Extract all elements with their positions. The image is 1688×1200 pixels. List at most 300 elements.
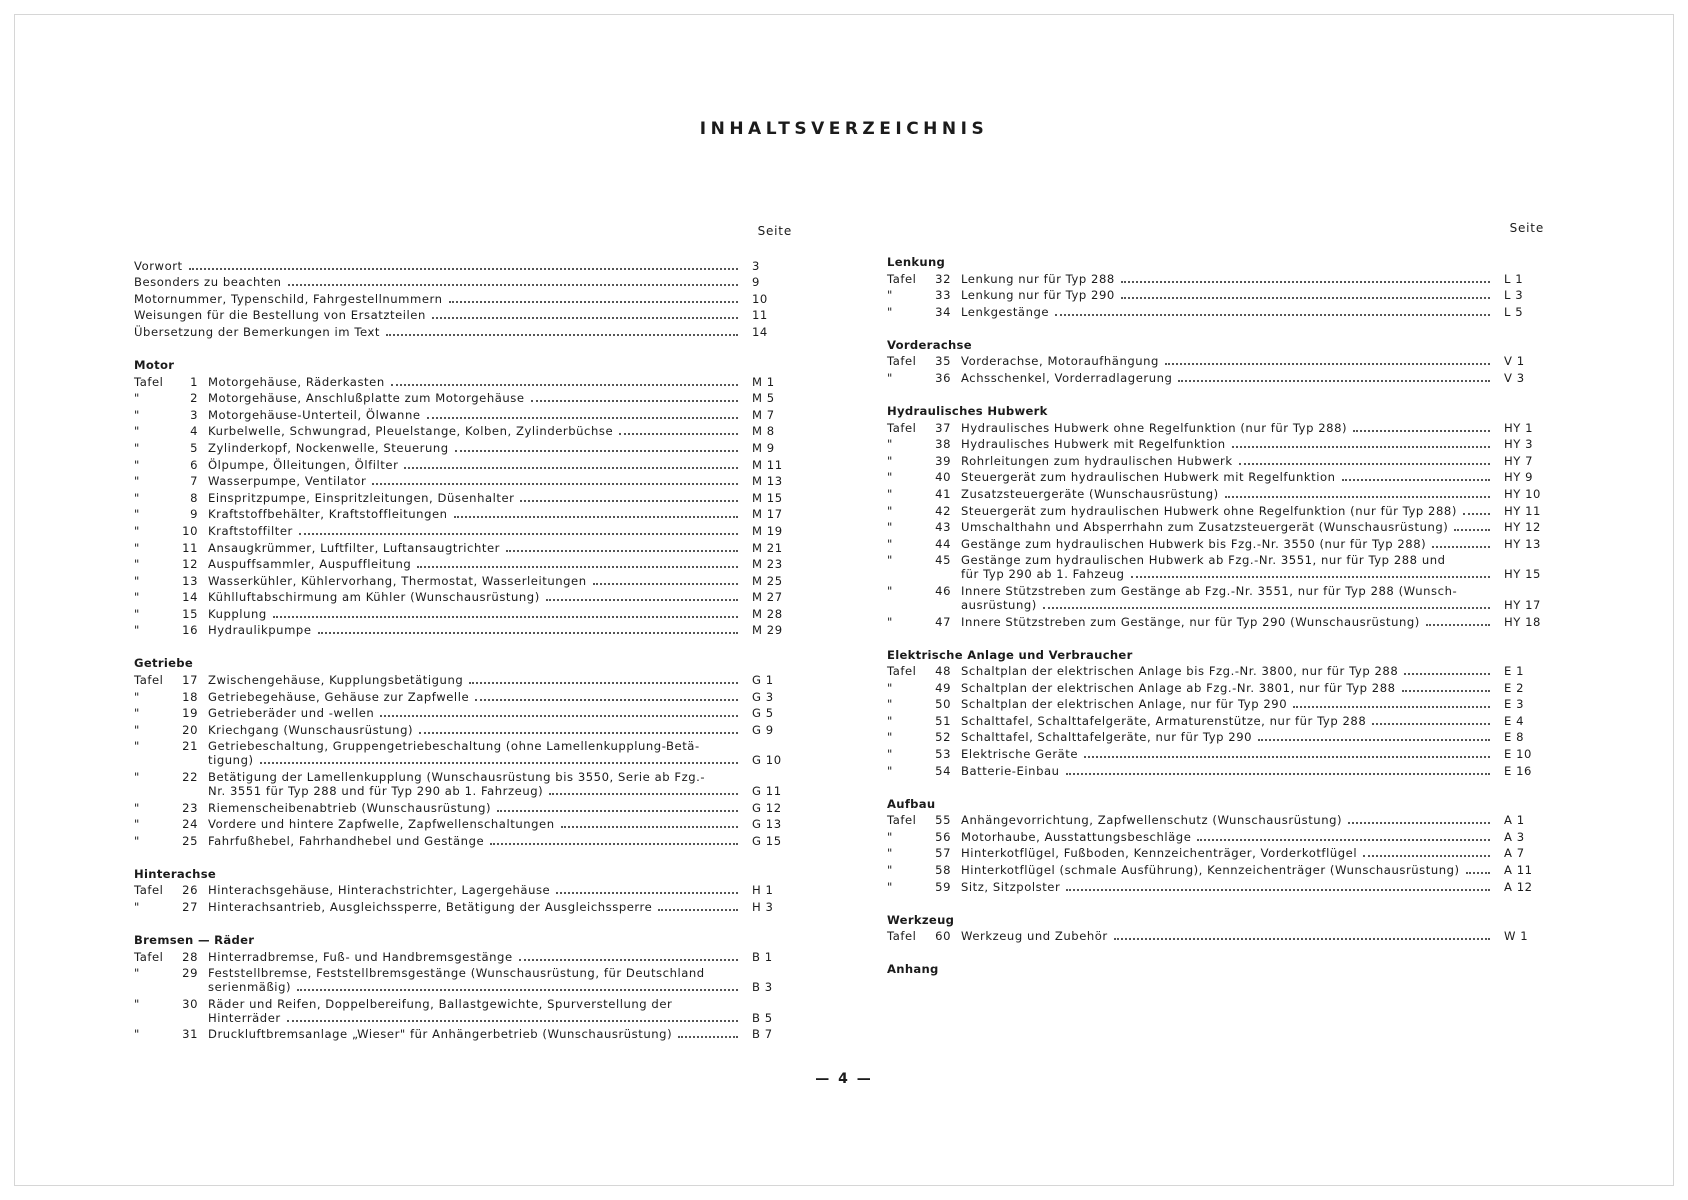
tafel-number: 7 (190, 474, 198, 489)
toc-page: B 7 (752, 1027, 773, 1042)
toc-label: Wasserkühler, Kühlervorhang, Thermostat, Wasserleitungen (208, 573, 587, 588)
toc-page: L 3 (1504, 288, 1524, 303)
toc-row-continuation (134, 753, 792, 767)
toc-row (134, 521, 792, 538)
toc-label: Zwischengehäuse, Kupplungsbetätigung (208, 673, 464, 688)
ditto-mark: " (887, 680, 893, 695)
tafel-number: 55 (935, 813, 951, 828)
toc-page: 10 (752, 291, 768, 306)
tafel-label: Tafel (887, 420, 917, 435)
ditto-mark: " (134, 407, 140, 422)
ditto-mark: " (134, 800, 140, 815)
right-sections (887, 253, 1544, 976)
tafel-number: 31 (182, 1027, 198, 1042)
section-heading: Hinterachse (134, 866, 217, 881)
dot-leader (288, 283, 738, 286)
toc-label: Kühlluftabschirmung am Kühler (Wunschausrüstung) (208, 590, 540, 605)
tafel-number: 26 (182, 883, 198, 898)
dot-leader (469, 681, 738, 684)
tafel-label: Tafel (134, 883, 164, 898)
toc-row (134, 621, 792, 638)
toc-row (887, 744, 1544, 761)
toc-page: E 16 (1504, 763, 1532, 778)
tafel-number: 18 (182, 689, 198, 704)
tafel-number: 19 (182, 706, 198, 721)
toc-page: HY 1 (1504, 420, 1534, 435)
dot-leader (593, 582, 738, 585)
toc-page: M 21 (752, 540, 783, 555)
toc-label: Weisungen für die Bestellung von Ersatzteilen (134, 308, 426, 323)
toc-row (134, 994, 792, 1011)
toc-label: Hydraulikpumpe (208, 623, 312, 638)
toc-page: L 1 (1504, 271, 1524, 286)
toc-label: Auspuffsammler, Auspuffleitung (208, 557, 412, 572)
toc-page: A 12 (1504, 879, 1533, 894)
ditto-mark: " (134, 739, 140, 754)
tafel-number: 12 (182, 557, 198, 572)
toc-label: Schalttafel, Schalttafelgeräte, Armaturenstütze, nur für Typ 288 (961, 713, 1367, 728)
tafel-number: 16 (182, 623, 198, 638)
toc-label: Zylinderkopf, Nockenwelle, Steuerung (208, 440, 449, 455)
toc-label: Getriebegehäuse, Gehäuse zur Zapfwelle (208, 689, 470, 704)
dot-leader (1432, 545, 1490, 548)
tafel-number: 36 (935, 370, 951, 385)
toc-row (134, 881, 792, 898)
toc-row-continuation (134, 1011, 792, 1025)
section-heading: Anhang (887, 962, 939, 977)
toc-page: M 13 (752, 474, 783, 489)
tafel-number: 35 (935, 354, 951, 369)
toc-label: Lenkung nur für Typ 288 (961, 271, 1115, 286)
tafel-number: 5 (190, 440, 198, 455)
toc-label: Hinterradbremse, Fuß- und Handbremsgestänge (208, 949, 513, 964)
dot-leader (1348, 821, 1490, 824)
toc-row (134, 815, 792, 832)
toc-label: Hinterachsgehäuse, Hinterachstrichter, Lagergehäuse (208, 883, 551, 898)
ditto-mark: " (134, 770, 140, 785)
toc-label: Motornummer, Typenschild, Fahrgestellnummern (134, 291, 443, 306)
dot-leader (531, 399, 738, 402)
toc-label: Hinterräder (208, 1010, 281, 1025)
tafel-label: Tafel (134, 374, 164, 389)
tafel-number: 45 (935, 553, 951, 568)
tafel-number: 39 (935, 453, 951, 468)
toc-page: A 7 (1504, 846, 1525, 861)
dot-leader (520, 499, 738, 502)
toc-page: G 3 (752, 689, 774, 704)
toc-label: Gestänge zum hydraulischen Hubwerk ab Fzg.-Nr. 3551, nur für Typ 288 und (961, 553, 1446, 568)
dot-leader (386, 333, 738, 336)
dot-leader (1342, 478, 1490, 481)
toc-page: W 1 (1504, 929, 1529, 944)
toc-label: Motorhaube, Ausstattungsbeschläge (961, 829, 1192, 844)
toc-row (134, 687, 792, 704)
toc-label: Schalttafel, Schalttafelgeräte, nur für Typ 290 (961, 730, 1253, 745)
tafel-number: 17 (182, 673, 198, 688)
tafel-number: 49 (935, 680, 951, 695)
tafel-number: 29 (182, 966, 198, 981)
ditto-mark: " (134, 590, 140, 605)
tafel-number: 56 (935, 829, 951, 844)
toc-label: Lenkgestänge (961, 304, 1050, 319)
toc-row (134, 604, 792, 621)
toc-row (887, 695, 1544, 712)
toc-page: A 11 (1504, 863, 1533, 878)
toc-label: Hinterkotflügel, Fußboden, Kennzeichenträger, Vorderkotflügel (961, 846, 1358, 861)
tafel-number: 15 (182, 606, 198, 621)
ditto-mark: " (887, 536, 893, 551)
ditto-mark: " (134, 606, 140, 621)
toc-page: HY 9 (1504, 470, 1534, 485)
toc-label: Anhängevorrichtung, Zapfwellenschutz (Wunschausrüstung) (961, 813, 1343, 828)
section-heading: Lenkung (887, 255, 946, 269)
toc-page: HY 11 (1504, 503, 1541, 518)
toc-label: Riemenscheibenabtrieb (Wunschausrüstung) (208, 800, 492, 815)
toc-page: M 11 (752, 457, 783, 472)
toc-page: B 5 (752, 1010, 773, 1025)
toc-row (134, 455, 792, 472)
dot-leader (1225, 495, 1490, 498)
toc-page: HY 17 (1504, 597, 1541, 612)
toc-label: Zusatzsteuergeräte (Wunschausrüstung) (961, 486, 1219, 501)
dot-leader (1055, 313, 1490, 316)
toc-row (134, 405, 792, 422)
tafel-number: 13 (182, 573, 198, 588)
toc-page: E 4 (1504, 713, 1525, 728)
toc-row (887, 302, 1544, 319)
toc-label: Motorgehäuse, Räderkasten (208, 374, 385, 389)
ditto-mark: " (887, 763, 893, 778)
section-heading: Elektrische Anlage und Verbraucher (887, 647, 1133, 662)
dot-leader (299, 532, 738, 535)
ditto-mark: " (887, 520, 893, 535)
toc-row (134, 538, 792, 555)
ditto-mark: " (887, 486, 893, 501)
toc-row (887, 368, 1544, 385)
dot-leader (419, 731, 738, 734)
toc-row (134, 289, 792, 306)
ditto-mark: " (134, 507, 140, 522)
dot-leader (497, 809, 738, 812)
toc-label: Steuergerät zum hydraulischen Hubwerk mit Regelfunktion (961, 470, 1336, 485)
dot-leader (1121, 296, 1490, 299)
dot-leader (1372, 722, 1490, 725)
toc-label: Schaltplan der elektrischen Anlage bis Fzg.-Nr. 3800, nur für Typ 288 (961, 664, 1399, 679)
tafel-number: 58 (935, 863, 951, 878)
toc-page: HY 18 (1504, 614, 1541, 629)
toc-row (887, 435, 1544, 452)
toc-label: Vorwort (134, 258, 183, 273)
toc-label: Vordere und hintere Zapfwelle, Zapfwellenschaltungen (208, 817, 555, 832)
dot-leader (1293, 705, 1490, 708)
tafel-label: Tafel (887, 271, 917, 286)
dot-leader (273, 615, 738, 618)
ditto-mark: " (887, 553, 893, 568)
toc-row (134, 571, 792, 588)
dot-leader (449, 300, 738, 303)
toc-row (887, 827, 1544, 844)
toc-label: Druckluftbremsanlage „Wieser" für Anhängerbetrieb (Wunschausrüstung) (208, 1027, 673, 1042)
dot-leader (1084, 755, 1490, 758)
tafel-number: 44 (935, 536, 951, 551)
toc-label: Achsschenkel, Vorderradlagerung (961, 370, 1173, 385)
toc-row (134, 1025, 792, 1042)
tafel-number: 37 (935, 420, 951, 435)
tafel-number: 33 (935, 288, 951, 303)
toc-page: G 1 (752, 673, 774, 688)
toc-page: HY 13 (1504, 536, 1541, 551)
toc-page: G 11 (752, 784, 782, 799)
tafel-number: 54 (935, 763, 951, 778)
toc-label: Vorderachse, Motoraufhängung (961, 354, 1159, 369)
ditto-mark: " (134, 623, 140, 638)
tafel-number: 20 (182, 722, 198, 737)
toc-page: A 3 (1504, 829, 1525, 844)
dot-leader (506, 549, 738, 552)
toc-label: Steuergerät zum hydraulischen Hubwerk ohne Regelfunktion (nur für Typ 288) (961, 503, 1457, 518)
left-sections (134, 356, 792, 1041)
toc-label: Hinterkotflügel (schmale Ausführung), Kennzeichenträger (Wunschausrüstung) (961, 863, 1460, 878)
ditto-mark: " (134, 573, 140, 588)
tafel-label: Tafel (887, 664, 917, 679)
dot-leader (1043, 606, 1490, 609)
toc-row (134, 273, 792, 290)
toc-label: Getrieberäder und -wellen (208, 706, 375, 721)
dot-leader (404, 466, 738, 469)
intro-list (134, 256, 792, 339)
toc-page: A 1 (1504, 813, 1525, 828)
toc-row (887, 612, 1544, 629)
toc-row (887, 761, 1544, 778)
toc-page: M 7 (752, 407, 775, 422)
ditto-mark: " (887, 863, 893, 878)
tafel-number: 22 (182, 770, 198, 785)
toc-row (887, 860, 1544, 877)
dot-leader (1353, 429, 1490, 432)
tafel-label: Tafel (887, 354, 917, 369)
page-number: — 4 — (815, 1071, 873, 1087)
tafel-number: 38 (935, 437, 951, 452)
toc-row (134, 422, 792, 439)
toc-label: Fahrfußhebel, Fahrhandhebel und Gestänge (208, 833, 485, 848)
toc-row-continuation (887, 567, 1544, 581)
toc-row (134, 798, 792, 815)
dot-leader (1178, 379, 1490, 382)
toc-row (134, 488, 792, 505)
toc-label: Räder und Reifen, Doppelbereifung, Ballastgewichte, Spurverstellung der (208, 996, 673, 1011)
toc-row-continuation (134, 784, 792, 798)
tafel-number: 42 (935, 503, 951, 518)
dot-leader (454, 515, 738, 518)
toc-page: H 1 (752, 883, 774, 898)
tafel-number: 28 (182, 949, 198, 964)
left-seite-header (134, 222, 792, 256)
ditto-mark: " (887, 288, 893, 303)
section-heading: Motor (134, 357, 175, 372)
toc-page: M 1 (752, 374, 775, 389)
ditto-mark: " (887, 879, 893, 894)
toc-label: Besonders zu beachten (134, 275, 282, 290)
toc-row (134, 831, 792, 848)
tafel-number: 9 (190, 507, 198, 522)
dot-leader (1197, 838, 1490, 841)
toc-page: M 23 (752, 557, 783, 572)
dot-leader (189, 267, 738, 270)
toc-page: E 10 (1504, 747, 1532, 762)
tafel-number: 46 (935, 583, 951, 598)
toc-label: Motorgehäuse-Unterteil, Ölwanne (208, 407, 421, 422)
toc-row (134, 947, 792, 964)
toc-label: Getriebeschaltung, Gruppengetriebeschaltung (ohne Lamellenkupplung-Betä- (208, 739, 700, 754)
toc-page: M 27 (752, 590, 783, 605)
ditto-mark: " (134, 490, 140, 505)
ditto-mark: " (134, 996, 140, 1011)
ditto-mark: " (134, 722, 140, 737)
ditto-mark: " (887, 304, 893, 319)
section-heading: Aufbau (887, 796, 936, 811)
tafel-number: 8 (190, 490, 198, 505)
toc-row (887, 468, 1544, 485)
dot-leader (1402, 689, 1490, 692)
dot-leader (380, 714, 738, 717)
toc-label: Batterie-Einbau (961, 763, 1060, 778)
ditto-mark: " (887, 503, 893, 518)
toc-page: E 8 (1504, 730, 1525, 745)
toc-page: 3 (752, 258, 760, 273)
toc-label: Schaltplan der elektrischen Anlage ab Fzg.-Nr. 3801, nur für Typ 288 (961, 680, 1396, 695)
toc-page: E 2 (1504, 680, 1525, 695)
dot-leader (519, 958, 738, 961)
toc-row-continuation (134, 980, 792, 994)
toc-page: B 3 (752, 980, 773, 995)
ditto-mark: " (134, 523, 140, 538)
toc-page: M 5 (752, 391, 775, 406)
toc-page: 11 (752, 308, 768, 323)
dot-leader (1363, 854, 1490, 857)
toc-row (887, 451, 1544, 468)
toc-row (887, 484, 1544, 501)
toc-label: Schaltplan der elektrischen Anlage, nur für Typ 290 (961, 697, 1288, 712)
toc-row (134, 472, 792, 489)
page-title: INHALTSVERZEICHNIS (699, 119, 989, 139)
toc-label: Innere Stützstreben zum Gestänge ab Fzg.-Nr. 3551, nur für Typ 288 (Wunsch- (961, 583, 1458, 598)
section-heading: Getriebe (134, 656, 194, 671)
dot-leader (297, 988, 738, 991)
toc-row (134, 389, 792, 406)
tafel-number: 30 (182, 996, 198, 1011)
toc-page: G 15 (752, 833, 782, 848)
dot-leader (1466, 871, 1490, 874)
tafel-number: 1 (190, 374, 198, 389)
toc-page: E 3 (1504, 697, 1525, 712)
toc-row (134, 720, 792, 737)
toc-row (887, 927, 1544, 944)
toc-label: ausrüstung) (961, 597, 1037, 612)
toc-row (134, 737, 792, 754)
dot-leader (1463, 512, 1490, 515)
toc-label: Nr. 3551 für Typ 288 und für Typ 290 ab 1. Fahrzeug) (208, 784, 544, 799)
toc-label: Wasserpumpe, Ventilator (208, 474, 367, 489)
toc-row (887, 518, 1544, 535)
toc-row (887, 877, 1544, 894)
tafel-label: Tafel (887, 813, 917, 828)
toc-page: V 3 (1504, 370, 1525, 385)
toc-page: 14 (752, 324, 768, 339)
tafel-label: Tafel (134, 949, 164, 964)
ditto-mark: " (134, 689, 140, 704)
toc-page: M 17 (752, 507, 783, 522)
ditto-mark: " (134, 817, 140, 832)
tafel-number: 24 (182, 817, 198, 832)
dot-leader (561, 825, 738, 828)
dot-leader (1232, 445, 1490, 448)
dot-leader (1404, 672, 1490, 675)
toc-row (134, 438, 792, 455)
toc-label: Rohrleitungen zum hydraulischen Hubwerk (961, 453, 1233, 468)
toc-page: HY 15 (1504, 567, 1541, 582)
tafel-number: 43 (935, 520, 951, 535)
toc-page: M 28 (752, 606, 783, 621)
dot-leader (475, 698, 738, 701)
dot-leader (427, 416, 738, 419)
tafel-number: 47 (935, 614, 951, 629)
tafel-number: 21 (182, 739, 198, 754)
ditto-mark: " (887, 846, 893, 861)
dot-leader (1066, 888, 1490, 891)
toc-page: 9 (752, 275, 760, 290)
toc-label: Kraftstoffilter (208, 523, 293, 538)
toc-label: Ansaugkrümmer, Luftfilter, Luftansaugtrichter (208, 540, 500, 555)
tafel-number: 53 (935, 747, 951, 762)
dot-leader (490, 842, 738, 845)
dot-leader (1121, 280, 1490, 283)
dot-leader (318, 631, 738, 634)
tafel-number: 4 (190, 424, 198, 439)
toc-row (887, 678, 1544, 695)
toc-row (134, 964, 792, 981)
ditto-mark: " (134, 833, 140, 848)
toc-label: Hinterachsantrieb, Ausgleichssperre, Betätigung der Ausgleichssperre (208, 900, 653, 914)
tafel-number: 50 (935, 697, 951, 712)
dot-leader (549, 792, 738, 795)
ditto-mark: " (887, 730, 893, 745)
toc-page: G 13 (752, 817, 782, 832)
ditto-mark: " (887, 370, 893, 385)
toc-label: Elektrische Geräte (961, 747, 1079, 762)
toc-row (887, 418, 1544, 435)
toc-row (887, 711, 1544, 728)
seite-label: Seite (1509, 221, 1544, 235)
toc-label: Feststellbremse, Feststellbremsgestänge (Wunschausrüstung, für Deutschland (208, 966, 705, 981)
section-heading: Vorderachse (887, 337, 972, 352)
toc-row (134, 322, 792, 339)
toc-label: tigung) (208, 753, 254, 768)
toc-page: G 5 (752, 706, 774, 721)
toc-row (887, 501, 1544, 518)
ditto-mark: " (887, 583, 893, 598)
ditto-mark: " (134, 966, 140, 981)
left-column (134, 222, 792, 1041)
toc-page: HY 3 (1504, 437, 1534, 452)
right-seite-header (887, 219, 1544, 253)
toc-row (887, 286, 1544, 303)
tafel-number: 52 (935, 730, 951, 745)
tafel-number: 2 (190, 391, 198, 406)
toc-label: Betätigung der Lamellenkupplung (Wunschausrüstung bis 3550, Serie ab Fzg.- (208, 770, 706, 785)
toc-row (134, 505, 792, 522)
toc-row (887, 352, 1544, 369)
ditto-mark: " (887, 747, 893, 762)
